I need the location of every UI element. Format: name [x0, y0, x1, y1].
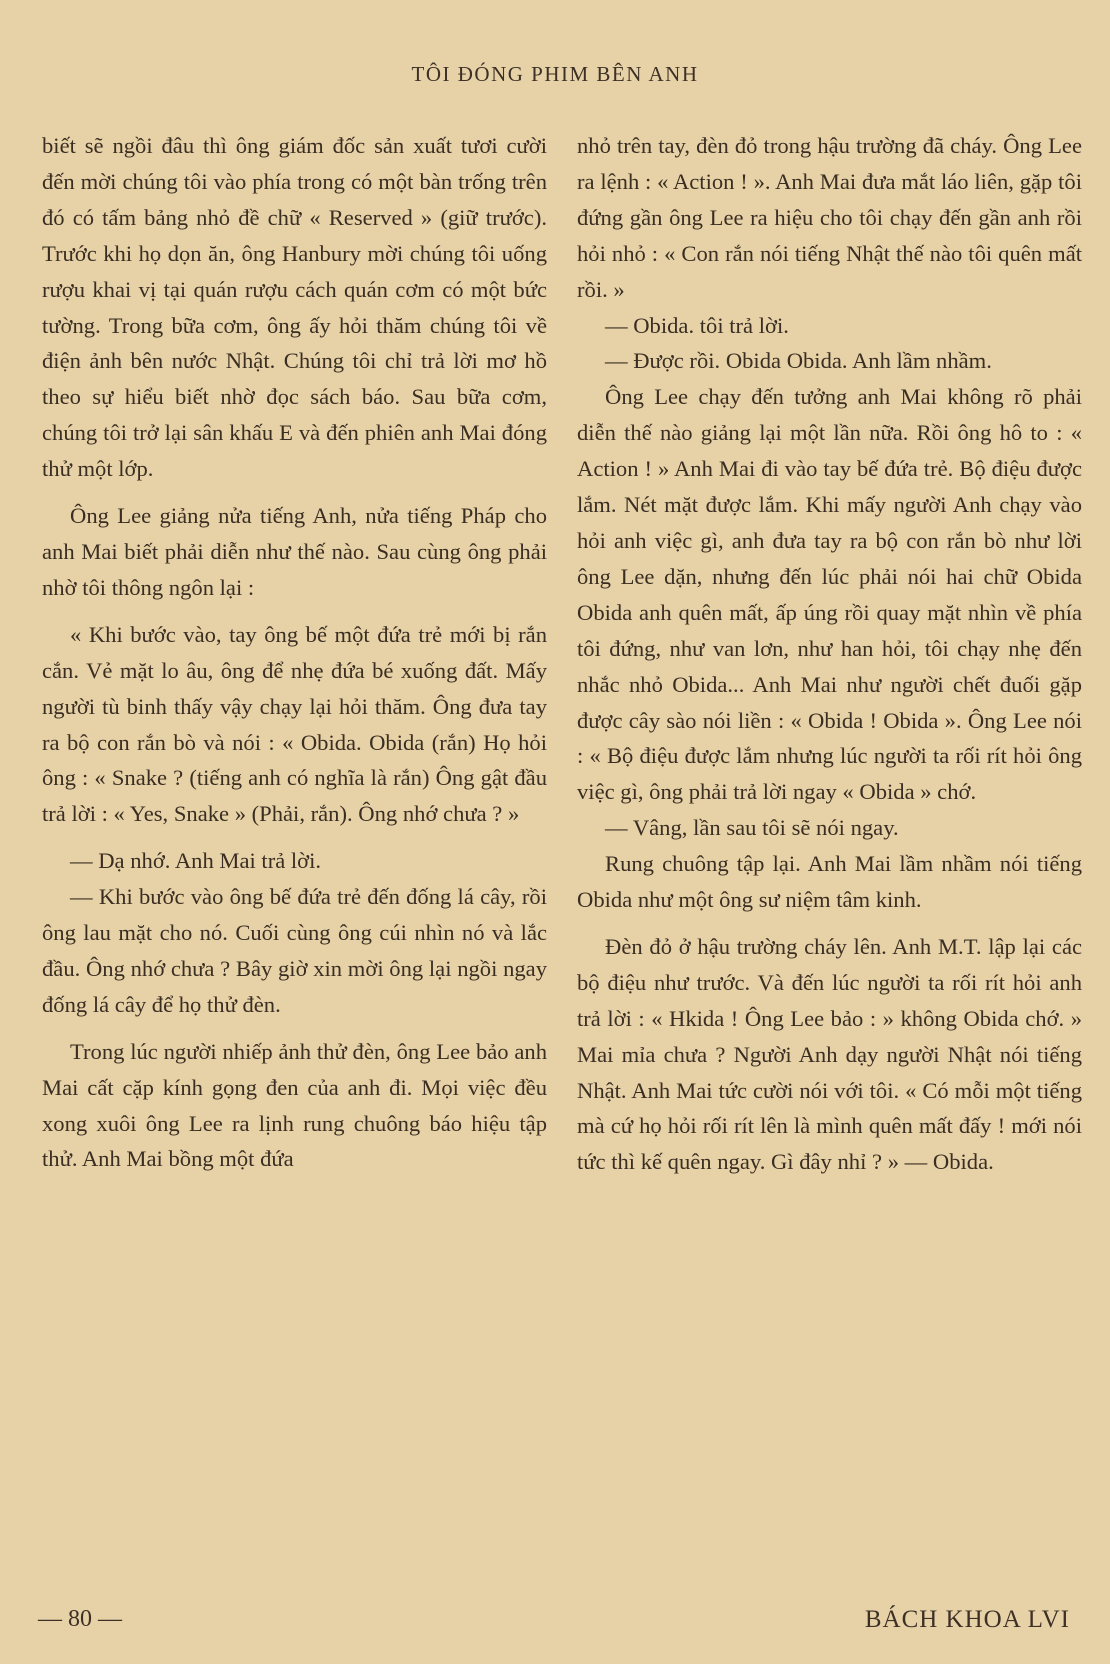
page-number: — 80 — [38, 1606, 122, 1632]
magazine-title: BÁCH KHOA LVI [864, 1606, 1070, 1633]
paragraph: Đèn đỏ ở hậu trường cháy lên. Anh M.T. lập lại các bộ điệu như trước. Và đến lúc người ta rối rít hỏi anh trả lời : « Hkida ! Ông Lee bảo : » không Obida chớ. » Mai mỉa chưa ? Người Anh dạy người Nhật nói tiếng Nhật. Anh Mai tức cười nói với tôi. « Có mỗi một tiếng mà cứ họ hỏi rối rít lên là mình quên mất đấy ! mới nói tức thì kế quên ngay. Gì đây nhỉ ? » — Obida. [577, 933, 1082, 1175]
paragraph: Trong lúc người nhiếp ảnh thử đèn, ông Lee bảo anh Mai cất cặp kính gọng đen của anh đi. Mọi việc đều xong xuôi ông Lee ra lịnh rung chuông báo hiệu tập thử. Anh Mai bồng một đứa [42, 1038, 547, 1172]
left-column [42, 128, 547, 1177]
right-column [577, 128, 1082, 1180]
paragraph: — Khi bước vào ông bế đứa trẻ đến đống lá cây, rồi ông lau mặt cho nó. Cuối cùng ông cúi nhìn nó và lắc đầu. Ông nhớ chưa ? Bây giờ xin mời ông lại ngồi ngay đống lá cây để họ thử đèn. [42, 884, 547, 1017]
paragraph: Ông Lee chạy đến tưởng anh Mai không rõ phải diễn thế nào giảng lại một lần nữa. Rồi ông hô to : « Action ! » Anh Mai đi vào tay bế đứa trẻ. Bộ điệu được lắm. Nét mặt được lắm. Khi mấy người Anh chạy vào hỏi anh việc gì, anh đưa tay ra bộ con rắn bò như lời ông Lee dặn, nhưng đến lúc phải nói hai chữ Obida Obida anh quên mất, ấp úng rồi quay mặt nhìn về phía tôi đứng, như van lơn, như han hỏi, tôi chạy nhẹ đến nhắc nhỏ Obida... Anh Mai như người chết đuối gặp được cây sào nói liền : « Obida ! Obida ». Ông Lee nói : « Bộ điệu được lắm nhưng lúc người ta rối rít hỏi ông việc gì, ông phải trả lời ngay « Obida » chớ. [577, 384, 1082, 805]
paragraph: nhỏ trên tay, đèn đỏ trong hậu trường đã cháy. Ông Lee ra lệnh : « Action ! ». Anh Mai đưa mắt láo liên, gặp tôi đứng gần ông Lee ra hiệu cho tôi chạy đến gần anh rồi hỏi nhỏ : « Con rắn nói tiếng Nhật thế nào tôi quên mất rồi. » [577, 133, 1082, 302]
paragraph: — Dạ nhớ. Anh Mai trả lời. [70, 848, 322, 874]
paragraph: « Khi bước vào, tay ông bế một đứa trẻ mới bị rắn cắn. Vẻ mặt lo âu, ông để nhẹ đứa bé xuống đất. Mấy người tù binh thấy vậy chạy lại hỏi thăm. Ông đưa tay ra bộ con rắn bò và nói : « Obida. Obida (rắn) Họ hỏi ông : « Snake ? (tiếng anh có nghĩa là rắn) Ông gật đầu trả lời : « Yes, Snake » (Phải, rắn). Ông nhớ chưa ? » [42, 621, 547, 827]
paragraph: — Obida. tôi trả lời. [605, 312, 789, 338]
running-header: TÔI ĐÓNG PHIM BÊN ANH [411, 62, 699, 86]
paragraph: — Vâng, lần sau tôi sẽ nói ngay. [605, 815, 899, 841]
paragraph: Rung chuông tập lại. Anh Mai lầm nhầm nói tiếng Obida như một ông sư niệm tâm kinh. [577, 851, 1082, 913]
paragraph: — Được rồi. Obida Obida. Anh lầm nhầm. [605, 348, 992, 374]
paragraph: biết sẽ ngồi đâu thì ông giám đốc sản xuất tươi cười đến mời chúng tôi vào phía trong có một bàn trống trên đó có tấm bảng nhỏ đề chữ « Reserved » (giữ trước). Trước khi họ dọn ăn, ông Hanbury mời chúng tôi uống rượu khai vị tại quán rượu cách quán cơm có một bức tường. Trong bữa cơm, ông ấy hỏi thăm chúng tôi về điện ảnh bên nước Nhật. Chúng tôi chỉ trả lời mơ hồ theo sự hiểu biết nhờ đọc sách báo. Sau bữa cơm, chúng tôi trở lại sân khấu E và đến phiên anh Mai đóng thử một lớp. [42, 133, 547, 482]
paragraph: Ông Lee giảng nửa tiếng Anh, nửa tiếng Pháp cho anh Mai biết phải diễn như thế nào. Sau cùng ông phải nhờ tôi thông ngôn lại : [42, 503, 547, 600]
